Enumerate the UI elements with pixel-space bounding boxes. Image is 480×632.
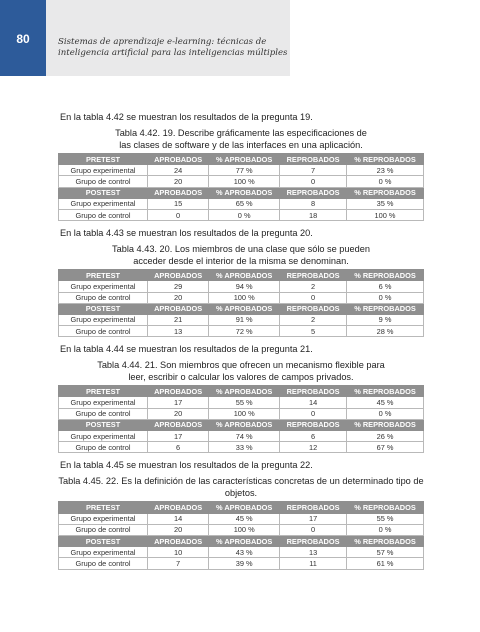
column-header: % APROBADOS (209, 270, 280, 281)
group-label: Grupo experimental (59, 165, 148, 176)
table-header-row (59, 303, 424, 314)
table-cell: 45 % (209, 513, 280, 524)
table-row (59, 431, 424, 442)
table-cell: 94 % (209, 281, 280, 292)
table-cell: 57 % (347, 547, 424, 558)
group-label: Grupo de control (59, 292, 148, 303)
table-row (59, 513, 424, 524)
table-row (59, 176, 424, 187)
group-label: Grupo de control (59, 442, 148, 453)
group-label: Grupo de control (59, 524, 148, 535)
table-cell: 20 (148, 176, 209, 187)
table-caption-line: las clases de software y de las interfaces en una aplicación. (119, 139, 363, 150)
column-header: % APROBADOS (209, 303, 280, 314)
column-header: APROBADOS (148, 419, 209, 430)
column-header: APROBADOS (148, 386, 209, 397)
group-label: Grupo experimental (59, 513, 148, 524)
table-header-row (59, 154, 424, 165)
group-label: Grupo experimental (59, 198, 148, 209)
table-cell: 14 (148, 513, 209, 524)
table-cell: 2 (280, 314, 347, 325)
section-intro: En la tabla 4.42 se muestran los resultados de la pregunta 19. (60, 112, 313, 122)
column-header: PRETEST (59, 502, 148, 513)
table-caption (58, 476, 424, 499)
table-cell: 8 (280, 198, 347, 209)
table-row (59, 314, 424, 325)
group-label: Grupo experimental (59, 397, 148, 408)
table-cell: 26 % (347, 431, 424, 442)
table-cell: 11 (280, 558, 347, 569)
column-header: % REPROBADOS (347, 154, 424, 165)
column-header: REPROBADOS (280, 187, 347, 198)
column-header: POSTEST (59, 535, 148, 546)
table-cell: 100 % (209, 292, 280, 303)
table-row (59, 397, 424, 408)
column-header: % APROBADOS (209, 535, 280, 546)
table-cell: 6 % (347, 281, 424, 292)
table-cell: 72 % (209, 326, 280, 337)
table-header-row (59, 270, 424, 281)
table-cell: 17 (148, 397, 209, 408)
table-cell: 17 (280, 513, 347, 524)
table-cell: 39 % (209, 558, 280, 569)
column-header: % APROBADOS (209, 386, 280, 397)
table-row (59, 209, 424, 220)
column-header: REPROBADOS (280, 386, 347, 397)
table-cell: 100 % (347, 209, 424, 220)
table-cell: 0 (280, 176, 347, 187)
table-header-row (59, 419, 424, 430)
column-header: APROBADOS (148, 535, 209, 546)
table-row (59, 281, 424, 292)
table-caption-line: Tabla 4.45. 22. Es la definición de las características concretas de un determinado tipo de objetos. (58, 476, 424, 498)
table-cell: 100 % (209, 524, 280, 535)
column-header: REPROBADOS (280, 535, 347, 546)
column-header: APROBADOS (148, 270, 209, 281)
table-cell: 0 % (209, 209, 280, 220)
running-title-line-1: Sistemas de aprendizaje e-learning: técnicas de (58, 37, 267, 47)
table-cell: 6 (280, 431, 347, 442)
running-title-line-2: inteligencia artificial para las inteligencias múltiples (58, 48, 288, 58)
table-cell: 43 % (209, 547, 280, 558)
table-cell: 100 % (209, 408, 280, 419)
results-table (58, 153, 424, 221)
page-number-box (0, 0, 46, 76)
table-header-row (59, 502, 424, 513)
table-caption (58, 128, 424, 151)
page-content (58, 112, 424, 577)
table-cell: 20 (148, 408, 209, 419)
column-header: % APROBADOS (209, 502, 280, 513)
column-header: % APROBADOS (209, 154, 280, 165)
page-number: 80 (16, 32, 30, 46)
table-header-row (59, 187, 424, 198)
table-cell: 0 (280, 292, 347, 303)
group-label: Grupo de control (59, 326, 148, 337)
table-cell: 0 % (347, 292, 424, 303)
column-header: PRETEST (59, 270, 148, 281)
table-caption-line: leer, escribir o calcular los valores de campos privados. (128, 371, 354, 382)
section-intro: En la tabla 4.44 se muestran los resultados de la pregunta 21. (60, 344, 313, 355)
table-cell: 7 (280, 165, 347, 176)
table-cell: 2 (280, 281, 347, 292)
table-row (59, 547, 424, 558)
table-cell: 0 % (347, 408, 424, 419)
table-cell: 0 % (347, 176, 424, 187)
table-caption-line: Tabla 4.42. 19. Describe gráficamente las especificaciones de (115, 128, 367, 138)
group-label: Grupo de control (59, 176, 148, 187)
group-label: Grupo de control (59, 558, 148, 569)
column-header: PRETEST (59, 386, 148, 397)
table-cell: 21 (148, 314, 209, 325)
column-header: REPROBADOS (280, 270, 347, 281)
running-title (58, 37, 288, 59)
section-intro: En la tabla 4.43 se muestran los resultados de la pregunta 20. (60, 228, 313, 239)
table-caption-line: Tabla 4.43. 20. Los miembros de una clase que sólo se pueden (112, 244, 370, 255)
section-intro: En la tabla 4.45 se muestran los resultados de la pregunta 22. (60, 460, 313, 471)
table-cell: 6 (148, 442, 209, 453)
table-cell: 9 % (347, 314, 424, 325)
table-caption-line: Tabla 4.44. 21. Son miembros que ofrecen un mecanismo flexible para (97, 360, 385, 371)
results-table (58, 385, 424, 453)
table-cell: 65 % (209, 198, 280, 209)
table-cell: 33 % (209, 442, 280, 453)
column-header: APROBADOS (148, 154, 209, 165)
table-cell: 18 (280, 209, 347, 220)
table-cell: 100 % (209, 176, 280, 187)
column-header: APROBADOS (148, 303, 209, 314)
table-cell: 45 % (347, 397, 424, 408)
table-cell: 55 % (347, 513, 424, 524)
table-row (59, 558, 424, 569)
table-row (59, 326, 424, 337)
group-label: Grupo experimental (59, 547, 148, 558)
table-row (59, 524, 424, 535)
column-header: POSTEST (59, 187, 148, 198)
table-cell: 17 (148, 431, 209, 442)
group-label: Grupo de control (59, 209, 148, 220)
table-cell: 55 % (209, 397, 280, 408)
table-cell: 14 (280, 397, 347, 408)
table-row (59, 442, 424, 453)
table-cell: 91 % (209, 314, 280, 325)
table-cell: 13 (280, 547, 347, 558)
table-cell: 28 % (347, 326, 424, 337)
table-cell: 0 (280, 408, 347, 419)
table-header-row (59, 386, 424, 397)
table-cell: 5 (280, 326, 347, 337)
table-cell: 77 % (209, 165, 280, 176)
table-cell: 0 (280, 524, 347, 535)
column-header: APROBADOS (148, 187, 209, 198)
table-cell: 29 (148, 281, 209, 292)
table-cell: 24 (148, 165, 209, 176)
table-row (59, 198, 424, 209)
column-header: % REPROBADOS (347, 386, 424, 397)
column-header: % REPROBADOS (347, 270, 424, 281)
table-cell: 23 % (347, 165, 424, 176)
column-header: % REPROBADOS (347, 502, 424, 513)
table-cell: 13 (148, 326, 209, 337)
column-header: % APROBADOS (209, 419, 280, 430)
column-header: REPROBADOS (280, 303, 347, 314)
table-row (59, 165, 424, 176)
column-header: APROBADOS (148, 502, 209, 513)
results-table (58, 501, 424, 569)
column-header: % APROBADOS (209, 187, 280, 198)
column-header: REPROBADOS (280, 502, 347, 513)
table-caption-line: acceder desde el interior de la misma se denominan. (133, 255, 349, 266)
column-header: PRETEST (59, 154, 148, 165)
table-cell: 0 % (347, 524, 424, 535)
table-cell: 0 (148, 209, 209, 220)
table-caption (58, 244, 424, 267)
column-header: REPROBADOS (280, 154, 347, 165)
group-label: Grupo experimental (59, 281, 148, 292)
table-cell: 15 (148, 198, 209, 209)
column-header: % REPROBADOS (347, 187, 424, 198)
table-cell: 10 (148, 547, 209, 558)
table-cell: 12 (280, 442, 347, 453)
table-row (59, 292, 424, 303)
column-header: % REPROBADOS (347, 535, 424, 546)
table-cell: 74 % (209, 431, 280, 442)
table-cell: 7 (148, 558, 209, 569)
table-cell: 61 % (347, 558, 424, 569)
results-table (58, 269, 424, 337)
group-label: Grupo experimental (59, 314, 148, 325)
table-header-row (59, 535, 424, 546)
table-cell: 67 % (347, 442, 424, 453)
table-cell: 20 (148, 292, 209, 303)
group-label: Grupo de control (59, 408, 148, 419)
group-label: Grupo experimental (59, 431, 148, 442)
column-header: POSTEST (59, 419, 148, 430)
column-header: % REPROBADOS (347, 303, 424, 314)
column-header: POSTEST (59, 303, 148, 314)
column-header: REPROBADOS (280, 419, 347, 430)
table-row (59, 408, 424, 419)
table-cell: 20 (148, 524, 209, 535)
column-header: % REPROBADOS (347, 419, 424, 430)
table-caption (58, 360, 424, 383)
table-cell: 35 % (347, 198, 424, 209)
